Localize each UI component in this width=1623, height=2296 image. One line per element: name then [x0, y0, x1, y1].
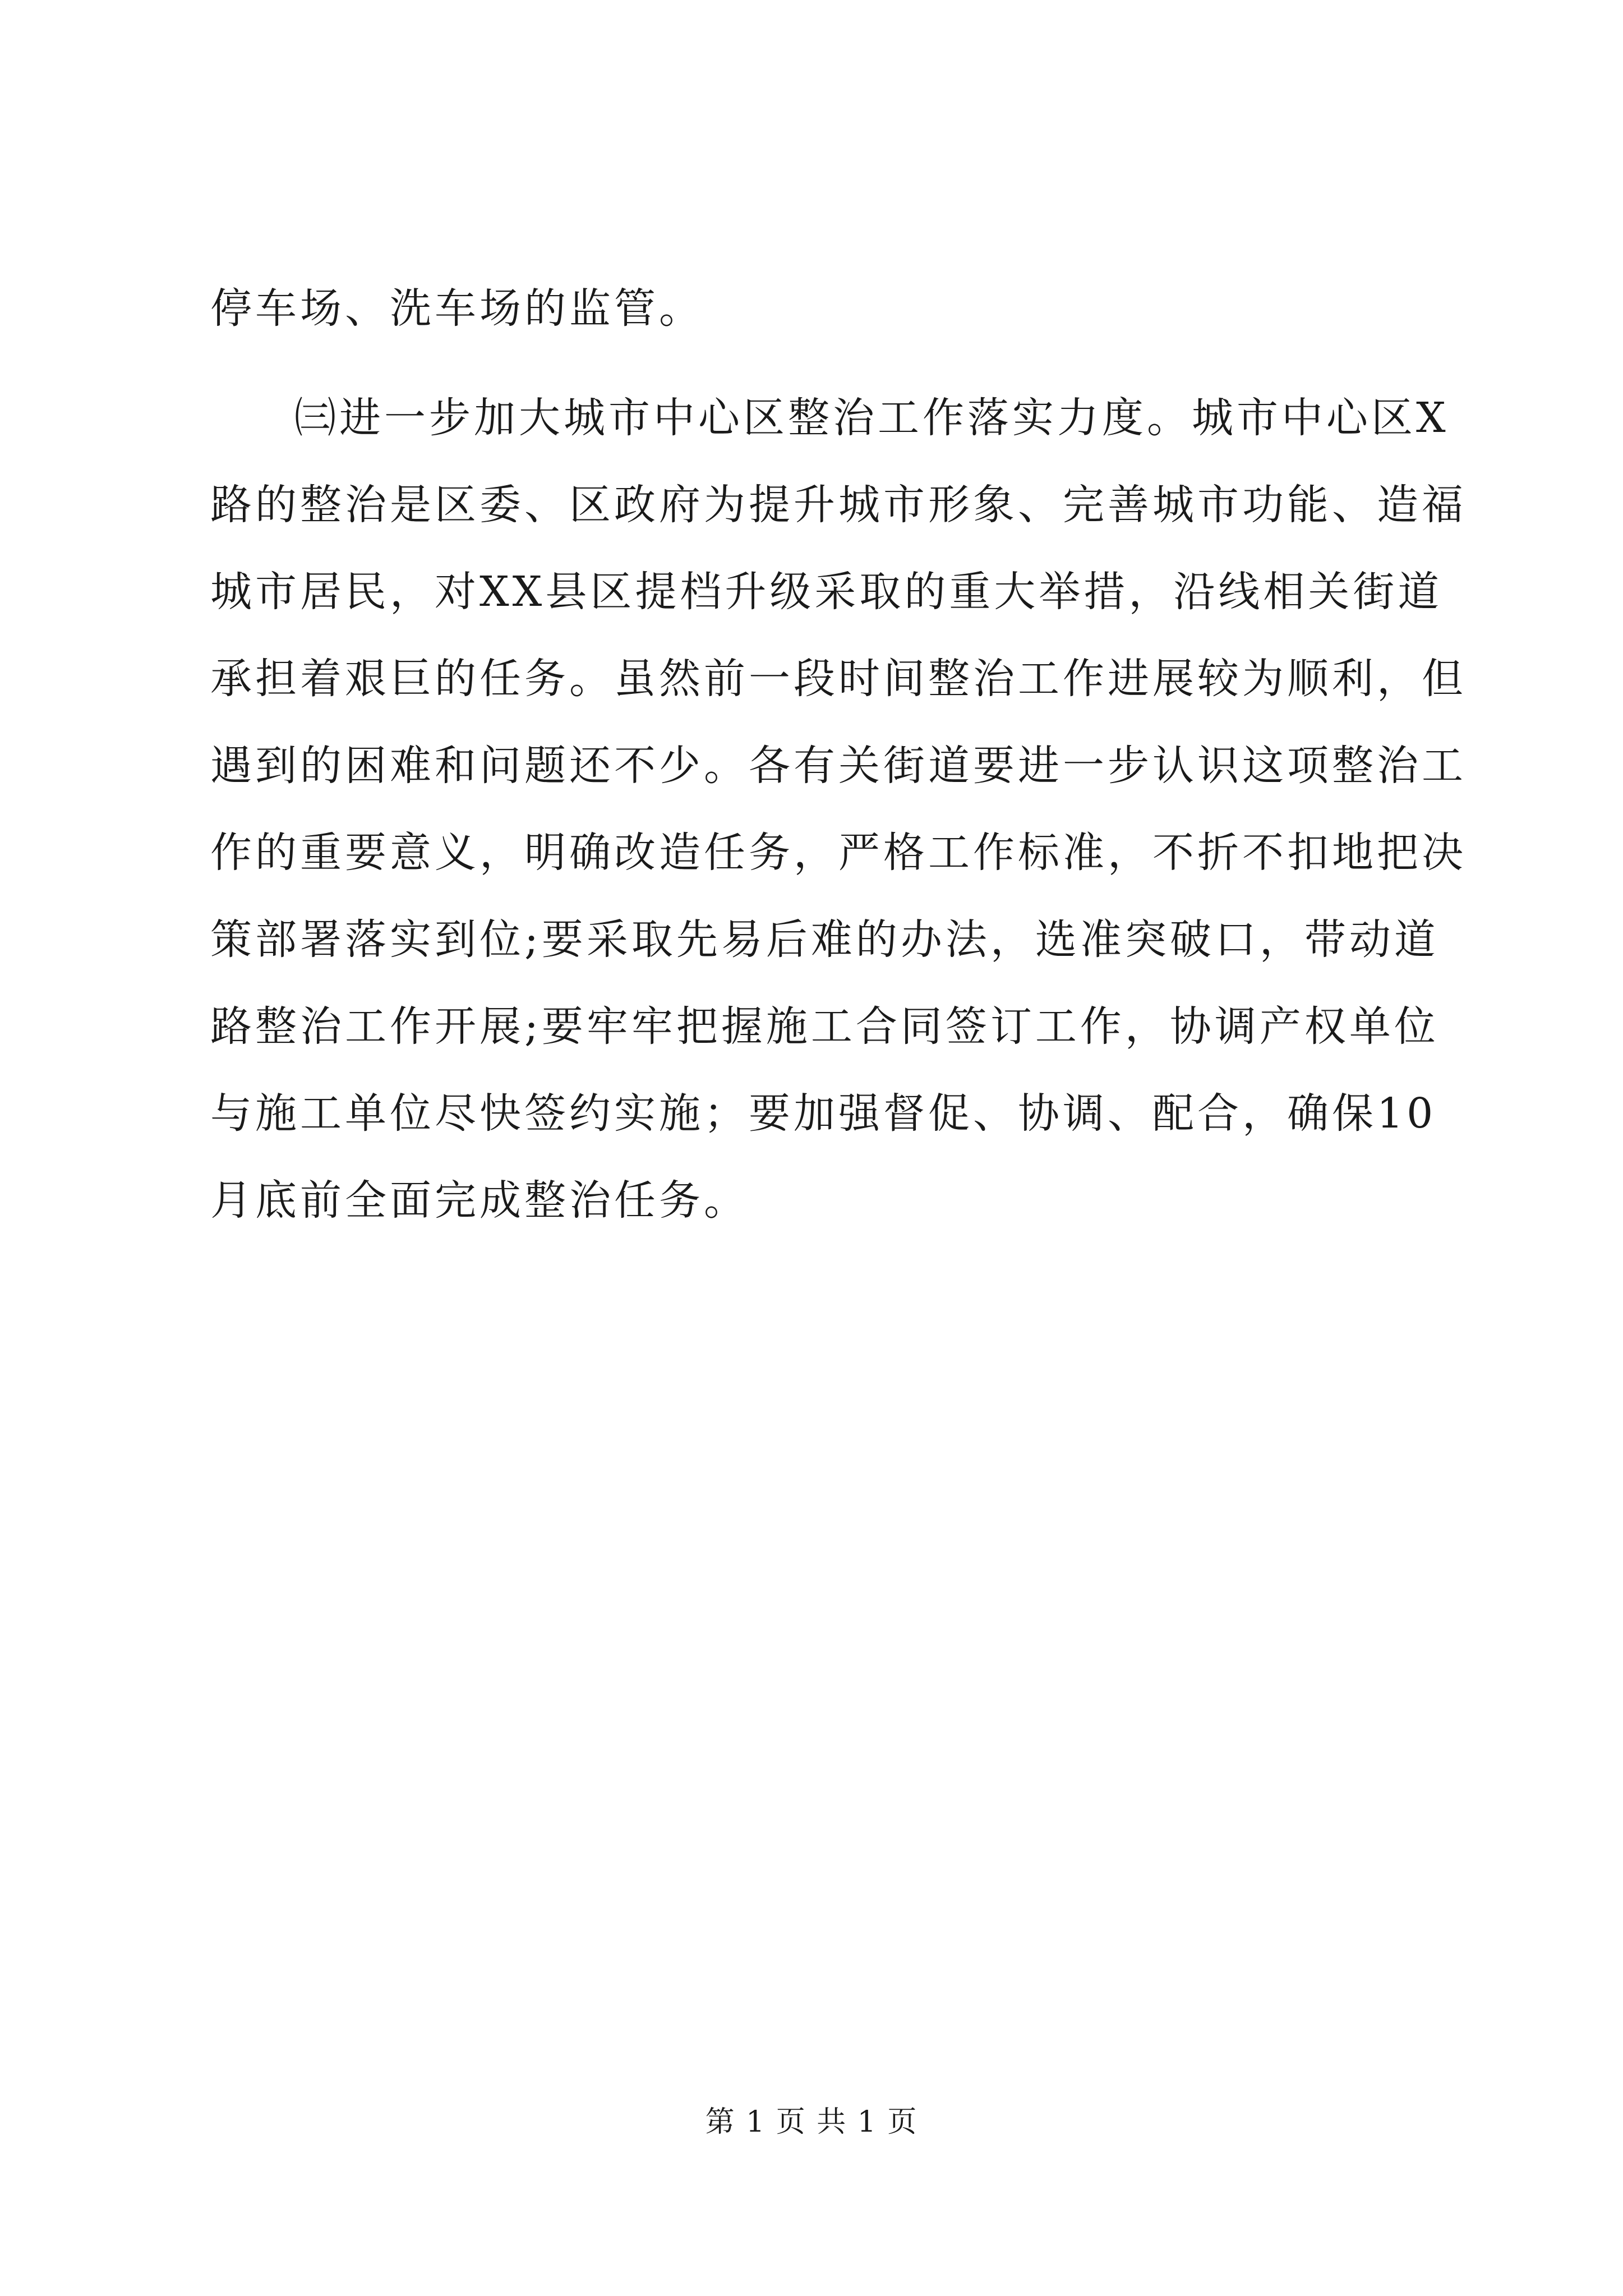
page-number-footer: 第 1 页 共 1 页 — [705, 2105, 918, 2139]
paragraph-line: 策部署落实到位;要采取先易后难的办法，选准突破口，带动道 — [210, 915, 1439, 964]
paragraph-line: 作的重要意义，明确改造任务，严格工作标准，不折不扣地把决 — [210, 829, 1467, 877]
paragraph-line: 与施工单位尽快签约实施；要加强督促、协调、配合，确保10 — [210, 1089, 1437, 1138]
paragraph-line: 路整治工作开展;要牢牢把握施工合同签订工作，协调产权单位 — [210, 1002, 1439, 1051]
paragraph-line: 遇到的困难和问题还不少。各有关街道要进一步认识这项整治工 — [210, 742, 1467, 790]
paragraph-line: 月底前全面完成整治任务。 — [210, 1176, 749, 1225]
paragraph-line: 城市居民，对XX县区提档升级采取的重大举措，沿线相关街道 — [210, 568, 1443, 616]
paragraph-line: 承担着艰巨的任务。虽然前一段时间整治工作进展较为顺利，但 — [210, 655, 1467, 703]
paragraph-line: ㈢进一步加大城市中心区整治工作落实力度。城市中心区X — [294, 394, 1449, 442]
paragraph-line: 停车场、洗车场的监管。 — [210, 284, 704, 333]
paragraph-line: 路的整治是区委、区政府为提升城市形象、完善城市功能、造福 — [210, 481, 1467, 529]
